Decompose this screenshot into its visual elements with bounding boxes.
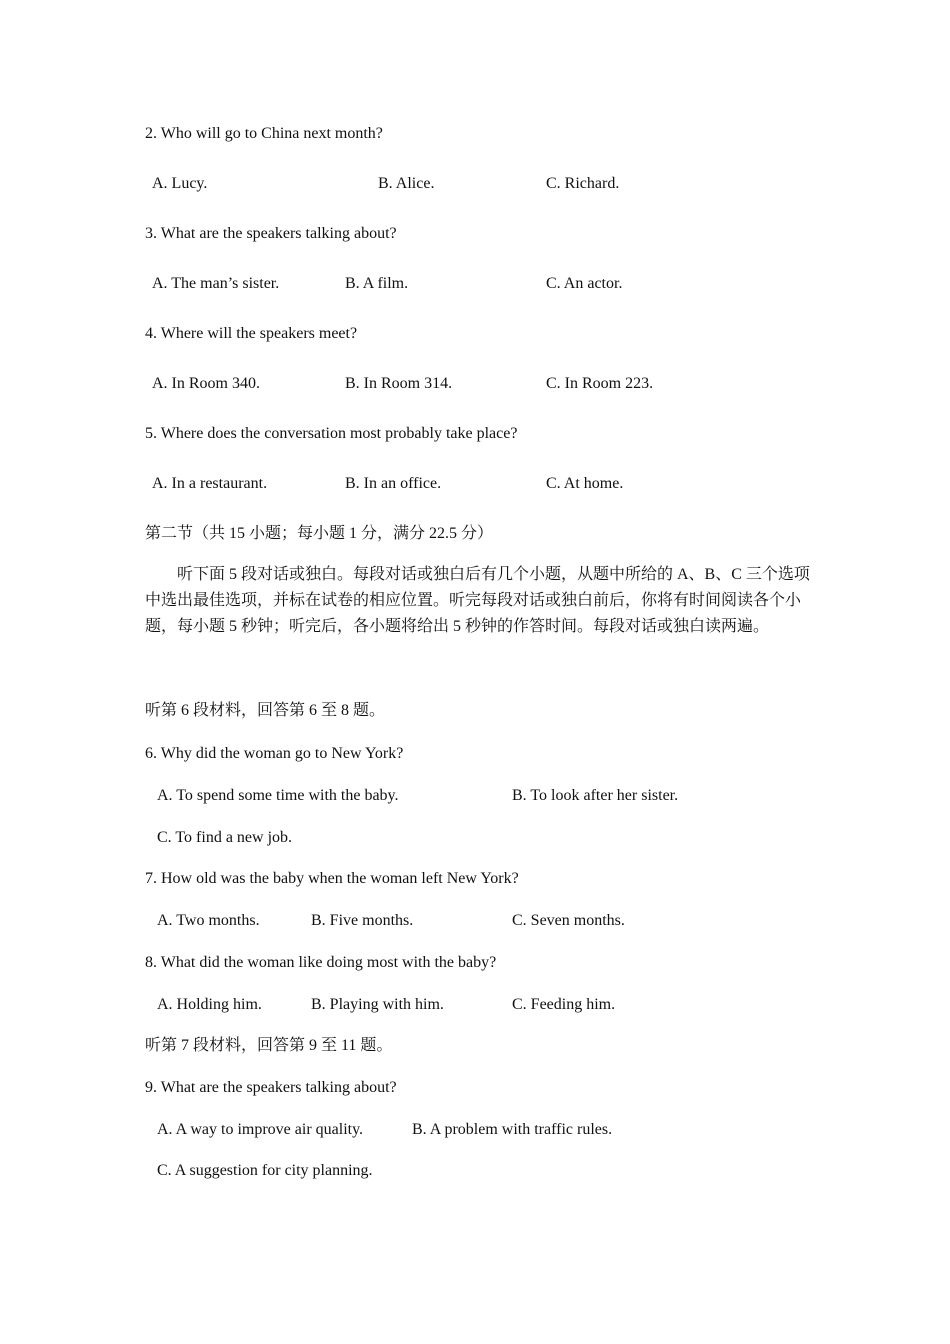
q4-option-a: A. In Room 340. [152, 375, 260, 392]
question-7: 7. How old was the baby when the woman left New York? [145, 870, 519, 887]
q6-option-a: A. To spend some time with the baby. [157, 787, 399, 804]
q4-option-c: C. In Room 223. [546, 375, 654, 392]
q3-option-b: B. A film. [345, 275, 409, 292]
q3-option-a: A. The man’s sister. [152, 275, 280, 292]
question-3: 3. What are the speakers talking about? [145, 225, 397, 242]
section-2-heading: 第二节（共 15 小题；每小题 1 分，满分 22.5 分） [145, 525, 494, 542]
q4-option-b: B. In Room 314. [345, 375, 453, 392]
section-2-instructions: 听下面 5 段对话或独白。每段对话或独白后有几个小题，从题中所给的 A、B、C 三个选项中选出最佳选项，并标在试卷的相应位置。听完每段对话或独白前后，你将有时间阅读各个小题，每小题 5 秒钟；听完后，各小题将给出 5 秒钟的作答时间。每段对话或独白读两遍。 [145, 566, 810, 635]
q9-option-a: A. A way to improve air quality. [157, 1121, 364, 1138]
q7-option-c: C. Seven months. [512, 912, 625, 929]
question-2: 2. Who will go to China next month? [145, 125, 383, 142]
q8-option-c: C. Feeding him. [512, 996, 616, 1013]
q9-option-b: B. A problem with traffic rules. [412, 1121, 613, 1138]
q8-option-a: A. Holding him. [157, 996, 262, 1013]
material-7-heading: 听第 7 段材料，回答第 9 至 11 题。 [145, 1037, 393, 1054]
q7-option-b: B. Five months. [311, 912, 414, 929]
q5-option-a: A. In a restaurant. [152, 475, 268, 492]
q2-option-c: C. Richard. [546, 175, 620, 192]
q2-option-b: B. Alice. [378, 175, 435, 192]
material-6-heading: 听第 6 段材料，回答第 6 至 8 题。 [145, 702, 386, 719]
question-6: 6. Why did the woman go to New York? [145, 745, 404, 762]
question-8: 8. What did the woman like doing most with the baby? [145, 954, 497, 971]
q6-option-b: B. To look after her sister. [512, 787, 679, 804]
q9-option-c: C. A suggestion for city planning. [157, 1162, 373, 1179]
q3-option-c: C. An actor. [546, 275, 623, 292]
question-9: 9. What are the speakers talking about? [145, 1079, 397, 1096]
q2-option-a: A. Lucy. [152, 175, 208, 192]
question-4: 4. Where will the speakers meet? [145, 325, 358, 342]
q5-option-b: B. In an office. [345, 475, 442, 492]
q8-option-b: B. Playing with him. [311, 996, 444, 1013]
question-5: 5. Where does the conversation most probably take place? [145, 425, 518, 442]
q5-option-c: C. At home. [546, 475, 624, 492]
q6-option-c: C. To find a new job. [157, 829, 293, 846]
q7-option-a: A. Two months. [157, 912, 260, 929]
